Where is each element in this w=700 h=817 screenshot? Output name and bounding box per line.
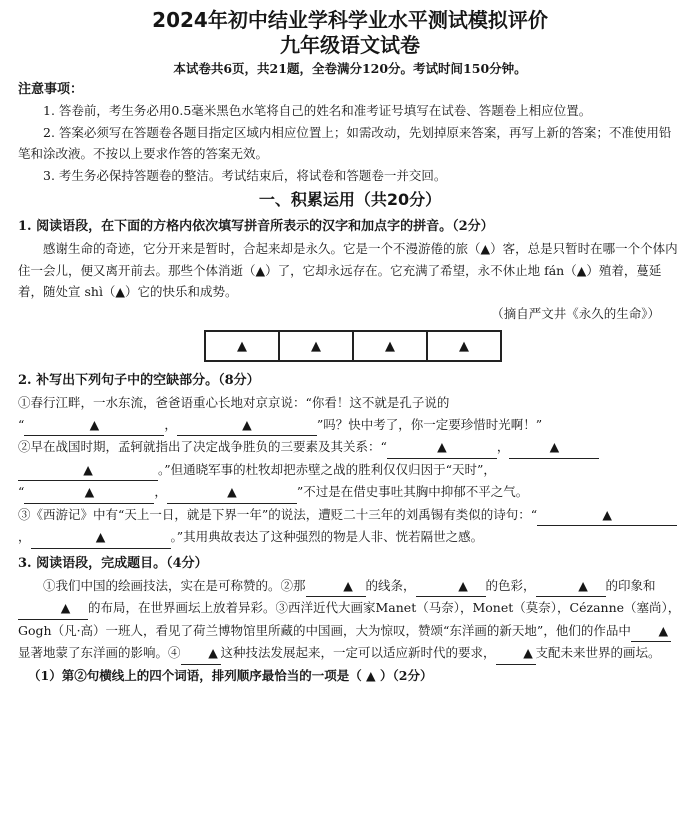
q3-text-d: 的印象和: [605, 577, 656, 593]
answer-box[interactable]: ▲: [279, 331, 353, 361]
q3-text-f: 显著地蒙了东洋画的影响。④: [18, 645, 181, 660]
q2-line-3-text: ②早在战国时期，孟轲就指出了决定战争胜负的三要素及其关系：“: [18, 439, 387, 454]
note-item-1: 1. 答卷前，考生务必用0.5毫米黑色水笔将自己的姓名和准考证号填写在试卷、答题卷上相应位置。: [43, 103, 592, 118]
q2-line-3: ②早在战国时期，孟轲就指出了决定战争胜负的三要素及其关系：“ ▲ ， ▲: [18, 436, 682, 459]
q3-text-e: 的布局，在世界画坛上放着异彩。③西洋近代大画家Manet（马奈），Monet（莫奈），Cézanne（塞尚），Gogh（凡·高）一班人，看见了荷兰博物馆里所藏的中国画，大为惊叹，赞颂“东洋画的新天地”，他们的作品中: [18, 600, 681, 638]
fill-blank[interactable]: ▲: [416, 575, 486, 598]
q1-passage: 感谢生命的奇迹，它分开来是暂时，合起来却是永久。它是一个不漫游倦的旅（▲）客，总是只暂时在哪一个个体内住一会儿，便又离开前去。那些个体消逝（▲）了，它却永远存在。它充满了希望，永不休止地 fán（▲）殖着，蔓延着，随处宣 shì（▲）它的快乐和成势。: [18, 241, 678, 299]
fill-blank[interactable]: ▲: [167, 481, 297, 504]
fill-blank[interactable]: ▲: [181, 642, 221, 665]
q2-line-6-tail: 。”其用典故表达了这种强烈的物是人非、恍若隔世之感。: [170, 529, 484, 544]
exam-subtitle: 九年级语文试卷: [280, 33, 420, 57]
q2-stem: 2. 补写出下列句子中的空缺部分。（8分）: [18, 373, 260, 388]
fill-blank[interactable]: ▲: [306, 575, 366, 598]
q1-answer-grid: [204, 330, 502, 362]
fill-blank[interactable]: ▲: [509, 436, 599, 459]
exam-meta: 本试卷共6页，共21题，全卷满分120分。考试时间150分钟。: [173, 61, 527, 76]
exam-title: 2024年初中结业学科学业水平测试模拟评价: [152, 8, 548, 32]
fill-blank[interactable]: ▲: [24, 414, 164, 437]
answer-box[interactable]: ▲: [427, 331, 501, 361]
q2-line-6-text: ③《西游记》中有“天上一日，就是下界一年”的说法，遭贬二十三年的刘禹锡有类似的诗句：“: [18, 506, 538, 522]
q3-passage: [18, 575, 682, 665]
q2-line-2: “ ▲ ， ▲ ”吗？快中考了，你一定要珍惜时光啊！”: [18, 414, 682, 437]
fill-blank[interactable]: ▲: [387, 436, 497, 459]
q2-line-4: [18, 459, 682, 482]
note-item-2: 2. 答案必须写在答题卷各题目指定区域内相应位置上；如需改动，先划掉原来答案，再写上新的答案；不准使用铅笔和涂改液。不按以上要求作答的答案无效。: [18, 124, 672, 161]
q2-line-4-tail: 。”但通晓军事的杜牧却把赤壁之战的胜利仅仅归因于“天时”，: [158, 461, 496, 477]
q2-line-6: ③《西游记》中有“天上一日，就是下界一年”的说法，遭贬二十三年的刘禹锡有类似的诗句：“ ▲， ▲ 。”其用典故表达了这种强烈的物是人非、恍若隔世之感。: [18, 504, 682, 549]
q3-stem: 3. 阅读语段，完成题目。（4分）: [18, 555, 208, 571]
q3-text-h: 支配未来世界的画坛。: [535, 645, 661, 660]
q2-line-5-tail: ”不过是在借史事吐其胸中抑郁不平之气。: [296, 484, 529, 499]
q3-text-a: ①我们中国的绘画技法，实在是可称赞的。②那: [43, 577, 306, 593]
fill-blank[interactable]: ▲: [631, 620, 671, 643]
fill-blank[interactable]: ▲: [496, 642, 536, 665]
q3-text-c: 的色彩，: [485, 577, 536, 593]
fill-blank[interactable]: ▲: [31, 526, 171, 549]
answer-box[interactable]: ▲: [353, 331, 427, 361]
answer-box[interactable]: ▲: [205, 331, 279, 361]
q2-line-5: “ ▲ ， ▲ ”不过是在借史事吐其胸中抑郁不平之气。: [18, 481, 682, 504]
fill-blank[interactable]: ▲: [537, 504, 677, 527]
q3-text-b: 的线条，: [365, 577, 416, 593]
q1-stem: 1. 阅读语段，在下面的方格内依次填写拼音所表示的汉字和加点字的拼音。（2分）: [18, 219, 494, 234]
section-title: 一、积累运用（共20分）: [258, 190, 442, 209]
q2-line-2-tail: ”吗？快中考了，你一定要珍惜时光啊！”: [316, 416, 543, 432]
q3-text-g: 这种技法发展起来，一定可以适应新时代的要求，: [220, 645, 496, 660]
fill-blank[interactable]: ▲: [536, 575, 606, 598]
q2-line-1: ①春行江畔，一水东流，爸爸语重心长地对京京说：“你看！这不就是孔子说的: [18, 395, 450, 410]
fill-blank[interactable]: ▲: [18, 597, 88, 620]
quote-mark: “: [18, 416, 25, 432]
notes-label: 注意事项：: [18, 82, 84, 97]
q1-source: （摘自严文井《永久的生命》）: [491, 305, 660, 321]
fill-blank[interactable]: ▲: [24, 481, 154, 504]
q3-sub-question-1: （1）第②句横线上的四个词语，排列顺序最恰当的一项是（ ▲ ）（2分）: [28, 667, 433, 683]
fill-blank[interactable]: ▲: [18, 459, 158, 482]
fill-blank[interactable]: ▲: [177, 414, 317, 437]
note-item-3: 3. 考生务必保持答题卷的整洁。考试结束后，将试卷和答题卷一并交回。: [43, 167, 447, 183]
